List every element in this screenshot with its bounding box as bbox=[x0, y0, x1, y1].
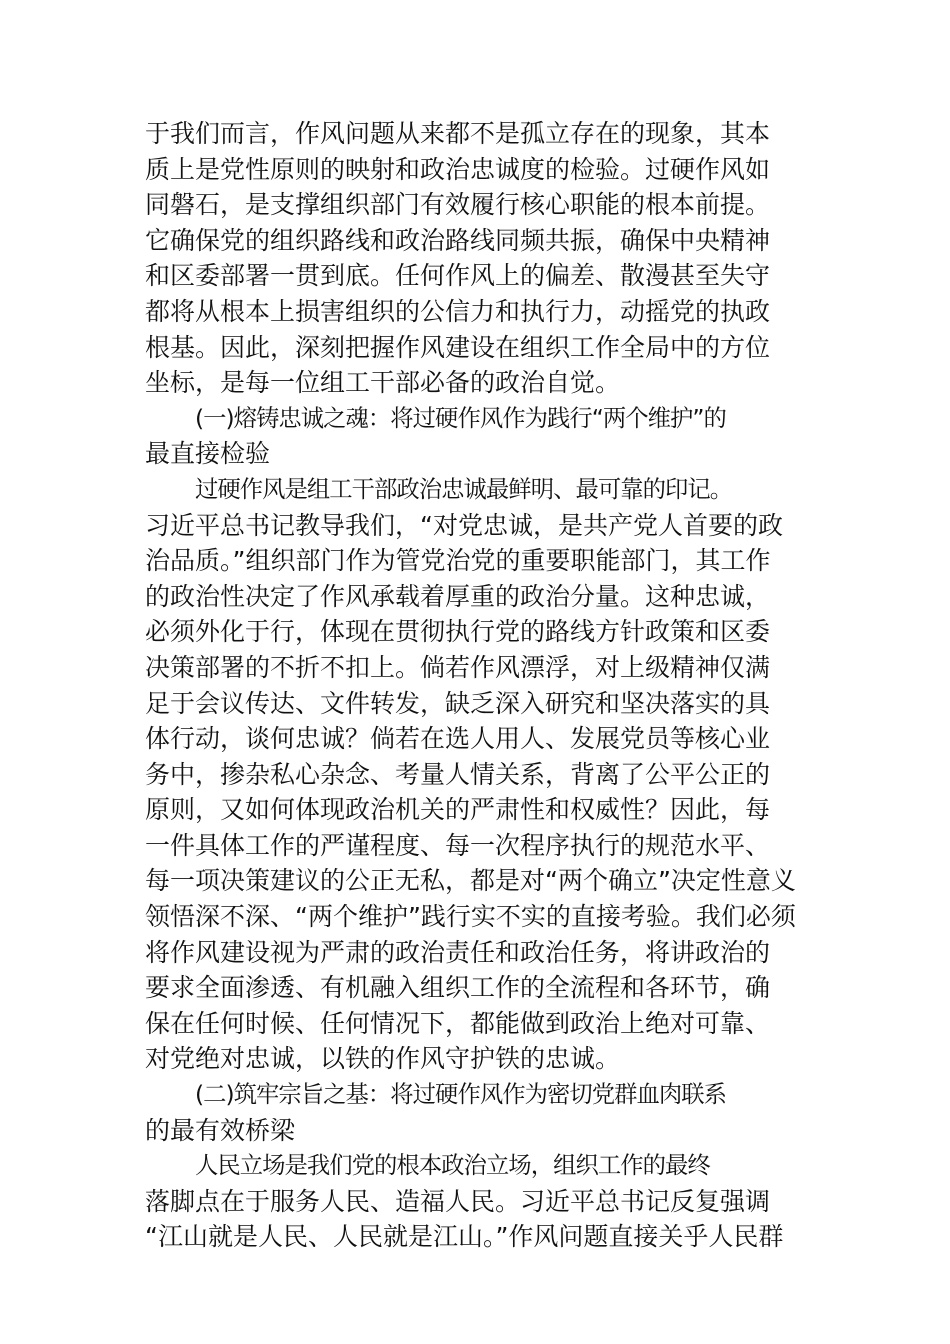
text-line: 人民立场是我们党的根本政治立场，组织工作的最终 bbox=[195, 1151, 710, 1180]
text-line: 的最有效桥梁 bbox=[145, 1115, 296, 1145]
text-line: 质上是党性原则的映射和政治忠诚度的检验。过硬作风如 bbox=[145, 154, 771, 184]
text-line: 对党绝对忠诚，以铁的作风守护铁的忠诚。 bbox=[145, 1044, 621, 1074]
document-body bbox=[145, 116, 817, 1255]
text-line: 于我们而言，作风问题从来都不是孤立存在的现象，其本 bbox=[145, 119, 771, 148]
text-line: 体行动，谈何忠诚？倘若在选人用人、发展党员等核心业 bbox=[145, 724, 771, 754]
text-line: (二)筑牢宗旨之基：将过硬作风作为密切党群血肉联系 bbox=[195, 1080, 726, 1109]
text-line: 最直接检验 bbox=[145, 439, 271, 469]
text-line: 治品质。”组织部门作为管党治党的重要职能部门，其工作 bbox=[145, 546, 771, 576]
text-line: 一件具体工作的严谨程度、每一次程序执行的规范水平、 bbox=[145, 830, 771, 860]
text-line: 必须外化于行，体现在贯彻执行党的路线方针政策和区委 bbox=[145, 617, 771, 647]
text-line: 落脚点在于服务人民、造福人民。习近平总书记反复强调 bbox=[145, 1186, 771, 1216]
text-line: 保在任何时候、任何情况下，都能做到政治上绝对可靠、 bbox=[145, 1008, 771, 1038]
text-line: 都将从根本上损害组织的公信力和执行力，动摇党的执政 bbox=[145, 296, 771, 326]
text-line: (一)熔铸忠诚之魂：将过硬作风作为践行“两个维护”的 bbox=[195, 403, 726, 432]
text-line: 坐标，是每一位组工干部必备的政治自觉。 bbox=[145, 368, 621, 398]
text-line: 决策部署的不折不扣上。倘若作风漂浮，对上级精神仅满 bbox=[145, 652, 771, 682]
text-line: 将作风建设视为严肃的政治责任和政治任务，将讲政治的 bbox=[145, 937, 771, 967]
text-line: 务中，掺杂私心杂念、考量人情关系，背离了公平公正的 bbox=[145, 759, 771, 789]
text-line: 过硬作风是组工干部政治忠诚最鲜明、最可靠的印记。 bbox=[195, 474, 733, 503]
text-line: 要求全面渗透、有机融入组织工作的全流程和各环节，确 bbox=[145, 973, 771, 1003]
text-line: 的政治性决定了作风承载着厚重的政治分量。这种忠诚， bbox=[145, 581, 771, 611]
text-line: 同磐石，是支撑组织部门有效履行核心职能的根本前提。 bbox=[145, 190, 771, 220]
text-line: 根基。因此，深刻把握作风建设在组织工作全局中的方位 bbox=[145, 332, 771, 362]
text-line: 习近平总书记教导我们，“对党忠诚，是共产党人首要的政 bbox=[145, 510, 783, 540]
text-line: 原则，又如何体现政治机关的严肃性和权威性？因此，每 bbox=[145, 795, 771, 825]
text-line: 它确保党的组织路线和政治路线同频共振，确保中央精神 bbox=[145, 225, 771, 255]
text-line: 和区委部署一贯到底。任何作风上的偏差、散漫甚至失守 bbox=[145, 261, 771, 291]
text-line: 领悟深不深、“两个维护”践行实不实的直接考验。我们必须 bbox=[145, 902, 796, 932]
text-line: 足于会议传达、文件转发，缺乏深入研究和坚决落实的具 bbox=[145, 688, 771, 718]
text-line: “江山就是人民、人民就是江山。”作风问题直接关乎人民群 bbox=[145, 1222, 784, 1252]
text-line: 每一项决策建议的公正无私，都是对“两个确立”决定性意义 bbox=[145, 866, 796, 896]
